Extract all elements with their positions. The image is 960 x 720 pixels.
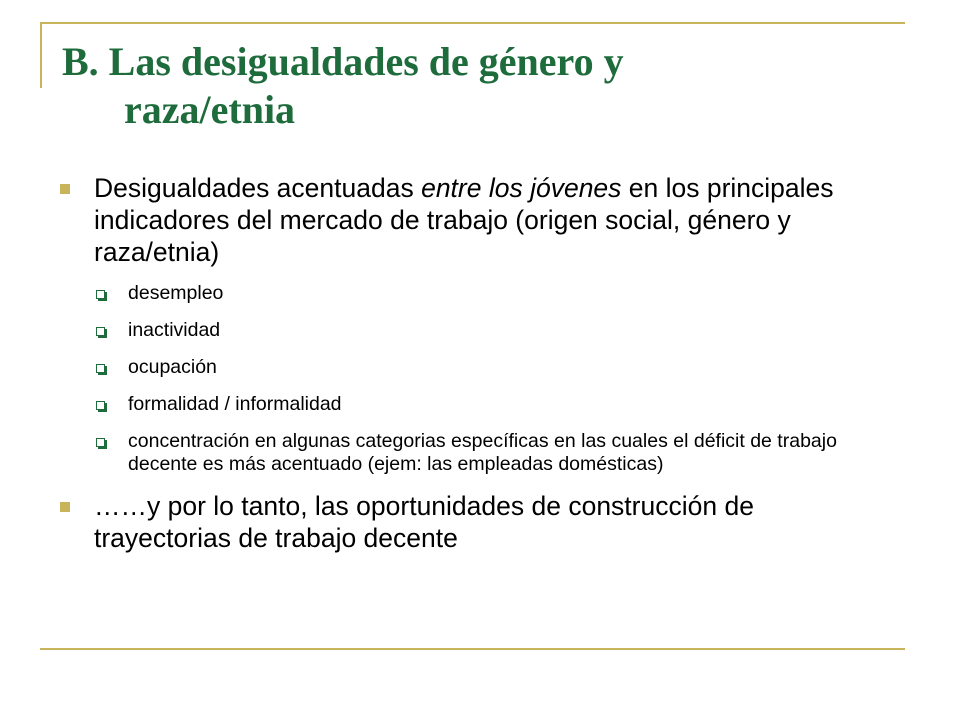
- sub-item-label: ocupación: [128, 356, 217, 378]
- sub-item-concentracion: [96, 430, 880, 476]
- checkbox-bullet-icon: [96, 327, 105, 336]
- slide-title-line2: raza/etnia: [124, 87, 296, 132]
- sub-item-ocupacion: [96, 356, 880, 379]
- sub-item-desempleo: [96, 282, 880, 305]
- sub-bullet-list: [96, 282, 880, 476]
- checkbox-bullet-icon: [96, 364, 105, 373]
- sub-item-label: formalidad / informalidad: [128, 393, 342, 415]
- bullet-item-desigualdades: [60, 172, 880, 268]
- bullet-text-end: en los principales indicadores del mercado de trabajo (origen social, género y raza/etnia): [94, 173, 834, 267]
- slide-title-line1: B. Las desigualdades de género y: [62, 39, 624, 84]
- bullet-item-oportunidades: [60, 490, 880, 554]
- bullet-text-italic: entre los jóvenes: [421, 173, 622, 203]
- checkbox-bullet-icon: [96, 290, 105, 299]
- checkbox-bullet-icon: [96, 438, 105, 447]
- bottom-rule: [40, 648, 905, 650]
- sub-item-formalidad: [96, 393, 880, 416]
- bullet-text: ……y por lo tanto, las oportunidades de construcción de trayectorias de trabajo decente: [94, 491, 754, 553]
- bullet-text-start: Desigualdades acentuadas: [94, 173, 422, 203]
- square-bullet-icon: [60, 502, 70, 512]
- sub-item-label: desempleo: [128, 282, 224, 304]
- square-bullet-icon: [60, 184, 70, 194]
- sub-item-inactividad: [96, 319, 880, 342]
- slide-content: [60, 172, 880, 554]
- left-rule: [40, 22, 42, 88]
- checkbox-bullet-icon: [96, 401, 105, 410]
- slide-title: [62, 38, 862, 134]
- sub-item-label: inactividad: [128, 319, 221, 341]
- top-rule: [40, 22, 905, 24]
- sub-item-label: concentración en algunas categorias específicas en las cuales el déficit de trabajo decente es más acentuado (ejem: las empleadas domésticas): [128, 430, 837, 475]
